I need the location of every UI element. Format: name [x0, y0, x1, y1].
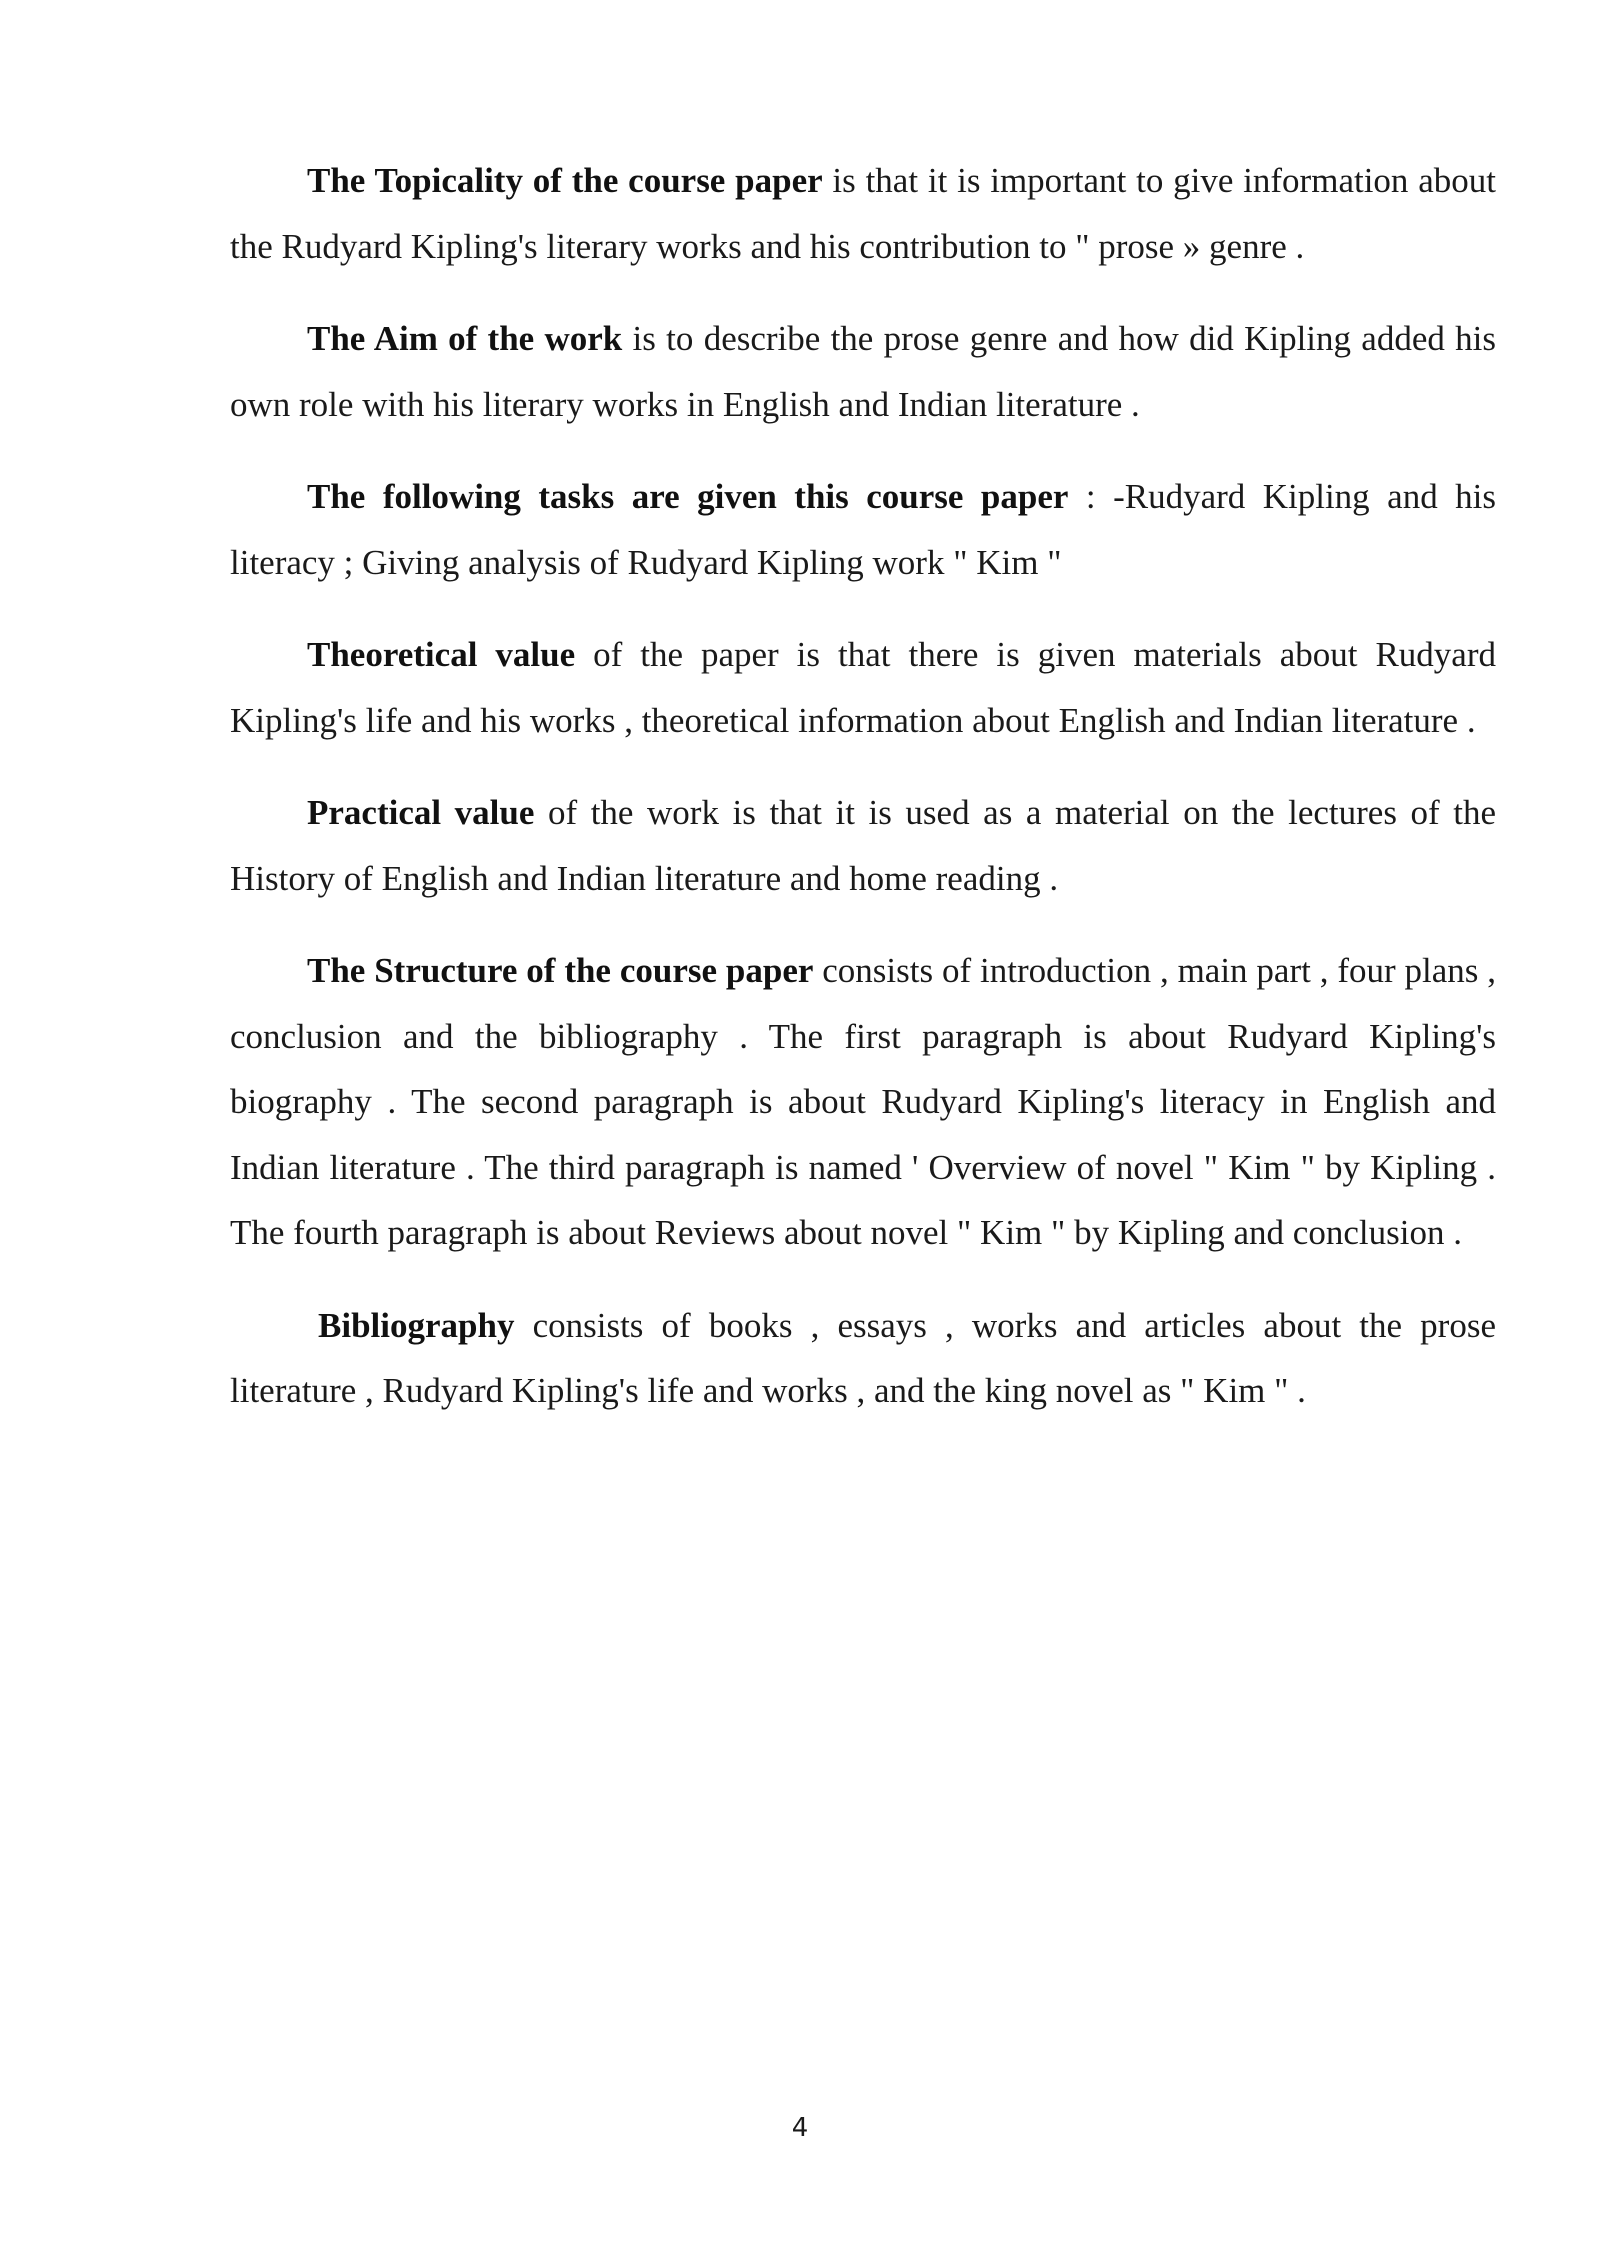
paragraph-heading: The Aim of the work	[307, 319, 623, 358]
paragraph-heading: Theoretical value	[307, 635, 576, 674]
paragraph-practical-value	[230, 780, 1496, 911]
paragraph-topicality	[230, 148, 1496, 279]
paragraph-heading: Bibliography	[318, 1305, 515, 1345]
paragraph-bibliography	[230, 1293, 1496, 1424]
paragraph-text: is to describe the prose genre and how did Kipling added his own role with his literary works in English and Indian literature .	[230, 319, 1496, 424]
page-body	[230, 148, 1496, 1451]
paragraph-text: of the work is that it is used as a material on the lectures of the History of English and Indian literature and home reading .	[230, 793, 1497, 898]
paragraph-text: is that it is important to give information about the Rudyard Kipling's literary works and his contribution to " prose » genre .	[230, 161, 1496, 266]
paragraph-text: consists of introduction , main part , four plans , conclusion and the bibliography . The first paragraph is about Rudyard Kipling's biography . The second paragraph is about Rudyard Kipling's literacy in English and Indian literature . The third paragraph is named ' Overview of novel " Kim " by Kipling . The fourth paragraph is about Reviews about novel " Kim " by Kipling and conclusion .	[230, 951, 1496, 1252]
paragraph-theoretical-value	[230, 622, 1496, 753]
paragraph-structure	[230, 938, 1496, 1266]
paragraph-text: of the paper is that there is given materials about Rudyard Kipling's life and his works , theoretical information about English and Indian literature .	[230, 635, 1496, 740]
page-number: 4	[791, 2113, 809, 2143]
paragraph-tasks	[230, 464, 1496, 595]
paragraph-heading: The following tasks are given this course paper	[307, 477, 1069, 516]
paragraph-heading: The Topicality of the course paper	[307, 161, 823, 200]
paragraph-text: : -Rudyard Kipling and his literacy ; Giving analysis of Rudyard Kipling work " Kim "	[230, 477, 1497, 582]
paragraph-text: consists of books , essays , works and articles about the prose literature , Rudyard Kipling's life and works , and the king novel as " Kim " .	[230, 1305, 1496, 1410]
paragraph-heading: Practical value	[307, 793, 535, 832]
paragraph-aim	[230, 306, 1496, 437]
paragraph-heading: The Structure of the course paper	[307, 951, 814, 990]
